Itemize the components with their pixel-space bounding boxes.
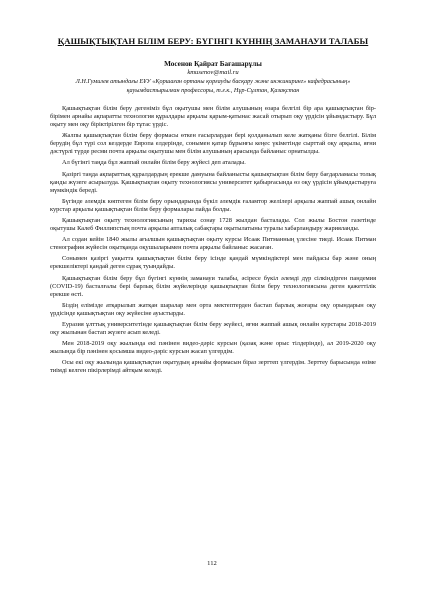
body-paragraph: Ал бүгінгі таңда бұл жаппай онлайн білім беру жүйесі деп аталады. (62, 159, 246, 167)
body-paragraph: Қашықтықтан білім беру дегеніміз бұл оқытушы мен білім алушының өзара белгілі бір ара қашықтықтан бір-бірімен арнайы ақпаратты технология құралдары арқылы қарым-қатынас жасай отырып оқу үрдісін ұйымдастыру. Бұл оқыту мен оқу біріктірілген бір тұтас үрдіс. (50, 105, 376, 129)
paper-title: ҚАШЫҚТЫҚТАН БІЛІМ БЕРУ: БҮГІНГІ КҮННІҢ ЗАМАНАУИ ТАЛАБЫ (57, 36, 369, 46)
paper-body (50, 105, 376, 375)
body-paragraph: Еуразия ұлттық университетінде қашықтықтан білім беру жүйесі, яғни жаппай ашық онлайн курстары 2018-2019 оқу жылынан бастап жүзеге асып келеді. (50, 321, 376, 337)
body-paragraph: Ал содан кейін 1840 жылы ағылшын қашықтықтан оқыту курсы Исаак Питманның үлесіне тиеді. Исаак Питман стенография жүйесін оқытқанда оқушыларымен почта арқылы байланыс жасаған. (50, 236, 376, 252)
body-paragraph: Жалпы қашықтықтан білім беру формасы өткен ғасырлардан бері қолданылып келе жатқаны бізге белгілі. Білім берудің бұл түрі сол кездерде Европа елдерінде, сонымен қатар бұрынғы кеңес үкіметінде сырттай оқу арқылы, яғни дәстүрлі түрде ресми почта арқылы оқытушы мен білім алушының арасында байланыс орнатылды. (50, 132, 376, 156)
body-paragraph: Қазіргі таңда ақпараттық құралдардың ерекше дамуына байланысты қашықтықтан білім беру бағдарламасы толық қанды жүзеге асырылуда. Қашықтықтан оқыту технологиясы университет қабырғасында өз оқу үрдісін ұйымдастыруға мүмкіндік береді. (50, 170, 376, 194)
author-affiliation: Л.Н.Гумилев атындағы ЕҰУ «Қоршаған ортаны қорғауды басқару және инжиниринг» кафедрасының» қауымдастырылған профессоры, т.ғ.к., Нұр-Сұлтан, Қазақстан (75, 78, 351, 94)
body-paragraph: Осы екі оқу жылында қашықтықтан оқытудың арнайы формасын біраз зерттеп үлгердім. Зерттеу барысында өзіме тиімді келген пікірлерімді айтқым келеді. (50, 359, 376, 375)
body-paragraph: Сонымен қазіргі уақытта қашықтықтан білім беру ісінде қандай мүмкіндіктері мен пайдасы бар және оның ерекшеліктері қандай деген сұрақ туындайды. (50, 255, 376, 271)
author-name: Мосенов Қайрат Бағашарұлы (164, 60, 262, 68)
body-paragraph: Қашықтықтан білім беру бұл бүгінгі күннің заманауи талабы, әсіресе бүкіл әлемді дүр сілкіндірген пандемия (COVID-19) басталғалы бері барлық білім жүйелерінде қашықтықтан білім беру технологиясына деген қажеттілік ерекше өсті. (50, 274, 376, 298)
body-paragraph: Біздің елімізде атқарылып жатқан шаралар мен орта мектептерден бастап барлық жоғары оқу орындарын оқу үрдісінде қашықтықтан оқу жүйесіне ауыстырды. (50, 301, 376, 317)
body-paragraph: Мен 2018-2019 оқу жылында екі пәнінен видео-дәріс курсын (қазақ және орыс тілдерінде), ал 2019-2020 оқу жылында бір пәнінен қосымша видео-дәріс курсын жасап үлгердім. (50, 340, 376, 356)
body-paragraph: Қашықтықтан оқыту технологиясының тарихы сонау 1728 жылдан басталады. Сол жылы Бостон газетінде оқытушы Калеб Филлипстың почта арқылы апталық сабақтары оқытылатыны туралы хабарландыру жарияланды. (50, 217, 376, 233)
author-email: kmusenov@mail.ru (187, 69, 239, 76)
body-paragraph: Бүгінде әлемдік көптеген білім беру орындарында бүкіл әлемдік ғаламтор желілері арқылы жаппай ашық онлайн курстар арқылы қашықтықтан білім беру формалары пайда болды. (50, 197, 376, 213)
page-number: 112 (207, 560, 217, 567)
